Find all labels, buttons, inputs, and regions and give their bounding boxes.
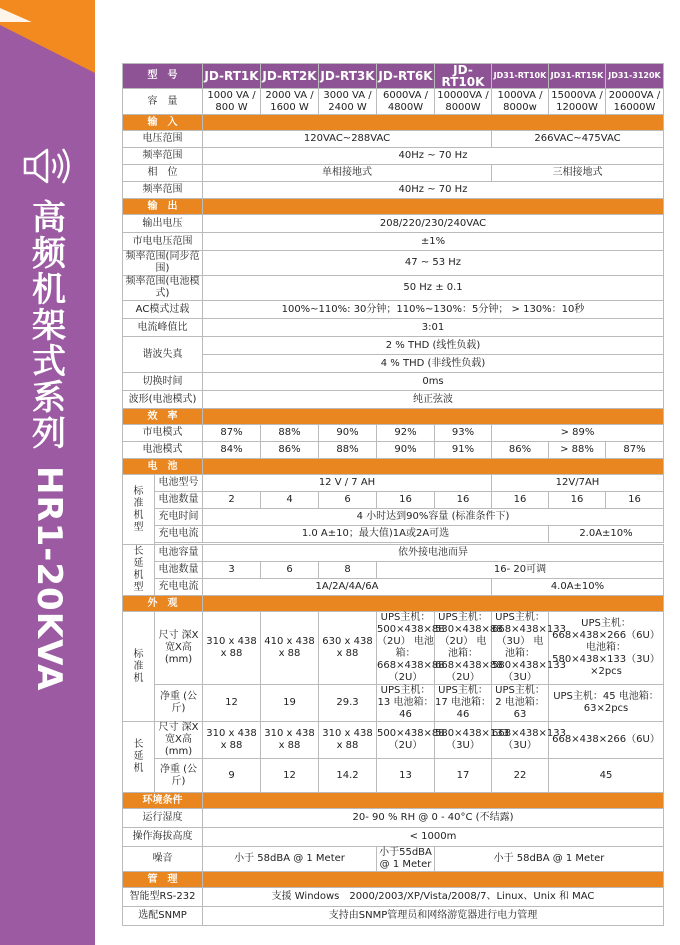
- batt-count-row: 电池数量 2 4 6 16 16 16 16 16: [123, 492, 664, 509]
- long-charge-row: 充电电流 1A/2A/4A/6A 4.0A±10%: [123, 579, 664, 596]
- altitude-row: 操作海拔高度 < 1000m: [123, 828, 664, 847]
- capacity-row: [123, 89, 664, 115]
- cap-8: 20000VA / 16000W: [606, 89, 664, 115]
- cap-3: 3000 VA / 2400 W: [319, 89, 377, 115]
- long-dim-row: 长延机 尺寸 深X宽X高 (mm) 310 x 438 x 88 310 x 438 x 88 310 x 438 x 88 500×438×88 （2U） 580×438×133 （3U） 668×438×133 （3U） 668×438×266（6U）: [123, 722, 664, 759]
- section-appearance: 外 观: [123, 596, 664, 612]
- charge-current-row: 充电电流 1.0 A±10；最大值)1A或2A可选 2.0A±10%: [123, 526, 664, 543]
- long-capacity-row: 长延机型 电池容量 依外接电池而异: [123, 545, 664, 562]
- section-battery: 电 池: [123, 459, 664, 475]
- input-phase-row: 相 位 单相接地式 三相接地式: [123, 165, 664, 182]
- section-input: 输 入: [123, 115, 664, 131]
- rs232-row: 智能型RS-232 支援 Windows 2000/2003/XP/Vista/2008/7、Linux、Unix 和 MAC: [123, 888, 664, 907]
- model-label: 型 号: [123, 64, 203, 89]
- switch-time-row: 切换时间 0ms: [123, 373, 664, 391]
- vertical-title: [24, 200, 74, 691]
- long-weight-row: 净重 (公斤) 9 12 14.2 13 17 22 45: [123, 759, 664, 793]
- cap-7: 15000VA / 12000W: [549, 89, 606, 115]
- input-freq2-row: 频率范围 40Hz ~ 70 Hz: [123, 182, 664, 199]
- model-6: JD31-RT10K: [492, 64, 549, 89]
- capacity-label: 容 量: [123, 89, 203, 115]
- model-7: JD31-RT15K: [549, 64, 606, 89]
- waveform-row: 波形(电池模式) 纯正弦波: [123, 391, 664, 409]
- cap-6: 1000VA / 8000w: [492, 89, 549, 115]
- crest-factor-row: 电流峰值比 3:01: [123, 319, 664, 337]
- long-model-label: 长延机型: [123, 545, 155, 596]
- model-2: JD-RT2K: [261, 64, 319, 89]
- input-freq-row: 频率范围 40Hz ~ 70 Hz: [123, 148, 664, 165]
- sidebar: [0, 0, 95, 945]
- eff-mains-row: 市电模式 87% 88% 90% 92% 93% > 89%: [123, 425, 664, 442]
- cap-5: 10000VA / 8000W: [435, 89, 492, 115]
- thd-row-1: 谐波失真 2 % THD (线性负载): [123, 337, 664, 355]
- title-en: HR1-20KVA: [29, 466, 69, 692]
- cap-2: 2000 VA / 1600 W: [261, 89, 319, 115]
- model-8: JD31-3120K: [606, 64, 664, 89]
- batt-type-row: 标准机型 电池型号 12 V / 7 AH 12V/7AH: [123, 475, 664, 492]
- sidebar-stripe: [0, 8, 95, 22]
- freq-sync-row: 频率范围(同步范围) 47 ~ 53 Hz: [123, 251, 664, 276]
- cap-4: 6000VA / 4800W: [377, 89, 435, 115]
- input-voltage-row: 电压范围 120VAC~288VAC 266VAC~475VAC: [123, 131, 664, 148]
- noise-row: 噪音 小于 58dBA @ 1 Meter 小于55dBA @ 1 Meter 小于 58dBA @ 1 Meter: [123, 847, 664, 872]
- snmp-row: 选配SNMP 支持由SNMP管理员和网络游览器进行电力管理: [123, 907, 664, 926]
- output-voltage-row: 输出电压 208/220/230/240VAC: [123, 215, 664, 233]
- model-5: JD-RT10K: [435, 64, 492, 89]
- mains-range-row: 市电电压范围 ±1%: [123, 233, 664, 251]
- title-cn: 高频机架式系列: [32, 198, 66, 454]
- section-mgmt: 管 理: [123, 872, 664, 888]
- spec-table: [122, 63, 664, 926]
- eff-batt-row: 电池模式 84% 86% 88% 90% 91% 86% > 88% 87%: [123, 442, 664, 459]
- std-dim-row: 标准机 尺寸 深X宽X高 (mm) 310 x 438 x 88 410 x 438 x 88 630 x 438 x 88 UPS主机： 500×438×88 （2U） 电池箱： 668×438×88 （2U） UPS主机： 530×438×88 （2U） 电池箱： 668×438×88 （2U） UPS主机： 668×438×133 （3U） 电池箱： 580×438×133 （3U） UPS主机： 668×438×266（6U） 电池箱： 580×438×133（3U）×2pcs: [123, 612, 664, 685]
- model-3: JD-RT3K: [319, 64, 377, 89]
- thd-row-2: 4 % THD (非线性负载): [123, 355, 664, 373]
- speaker-icon: [22, 146, 74, 186]
- charge-time-row: 充电时间 4 小时达到90%容量 (标准条件下): [123, 509, 664, 526]
- overload-row: AC模式过载 100%~110%: 30分钟；110%~130%：5分钟； > 130%：10秒: [123, 301, 664, 319]
- model-1: JD-RT1K: [203, 64, 261, 89]
- section-eff: 效 率: [123, 409, 664, 425]
- freq-batt-row: 频率范围(电池模式) 50 Hz ± 0.1: [123, 276, 664, 301]
- std-weight-row: 净重 (公斤) 12 19 29.3 UPS主机：13 电池箱：46 UPS主机：17 电池箱：46 UPS主机：2 电池箱：63 UPS主机：45 电池箱：63×2pcs: [123, 685, 664, 722]
- model-row: [123, 64, 664, 89]
- humidity-row: 运行湿度 20- 90 % RH @ 0 - 40°C (不结露): [123, 809, 664, 828]
- std-model-label: 标准机型: [123, 475, 155, 545]
- long-count-row: 电池数量 3 6 8 16- 20可调: [123, 562, 664, 579]
- model-4: JD-RT6K: [377, 64, 435, 89]
- cap-1: 1000 VA / 800 W: [203, 89, 261, 115]
- section-output: 输 出: [123, 199, 664, 215]
- section-env: 环境条件: [123, 793, 664, 809]
